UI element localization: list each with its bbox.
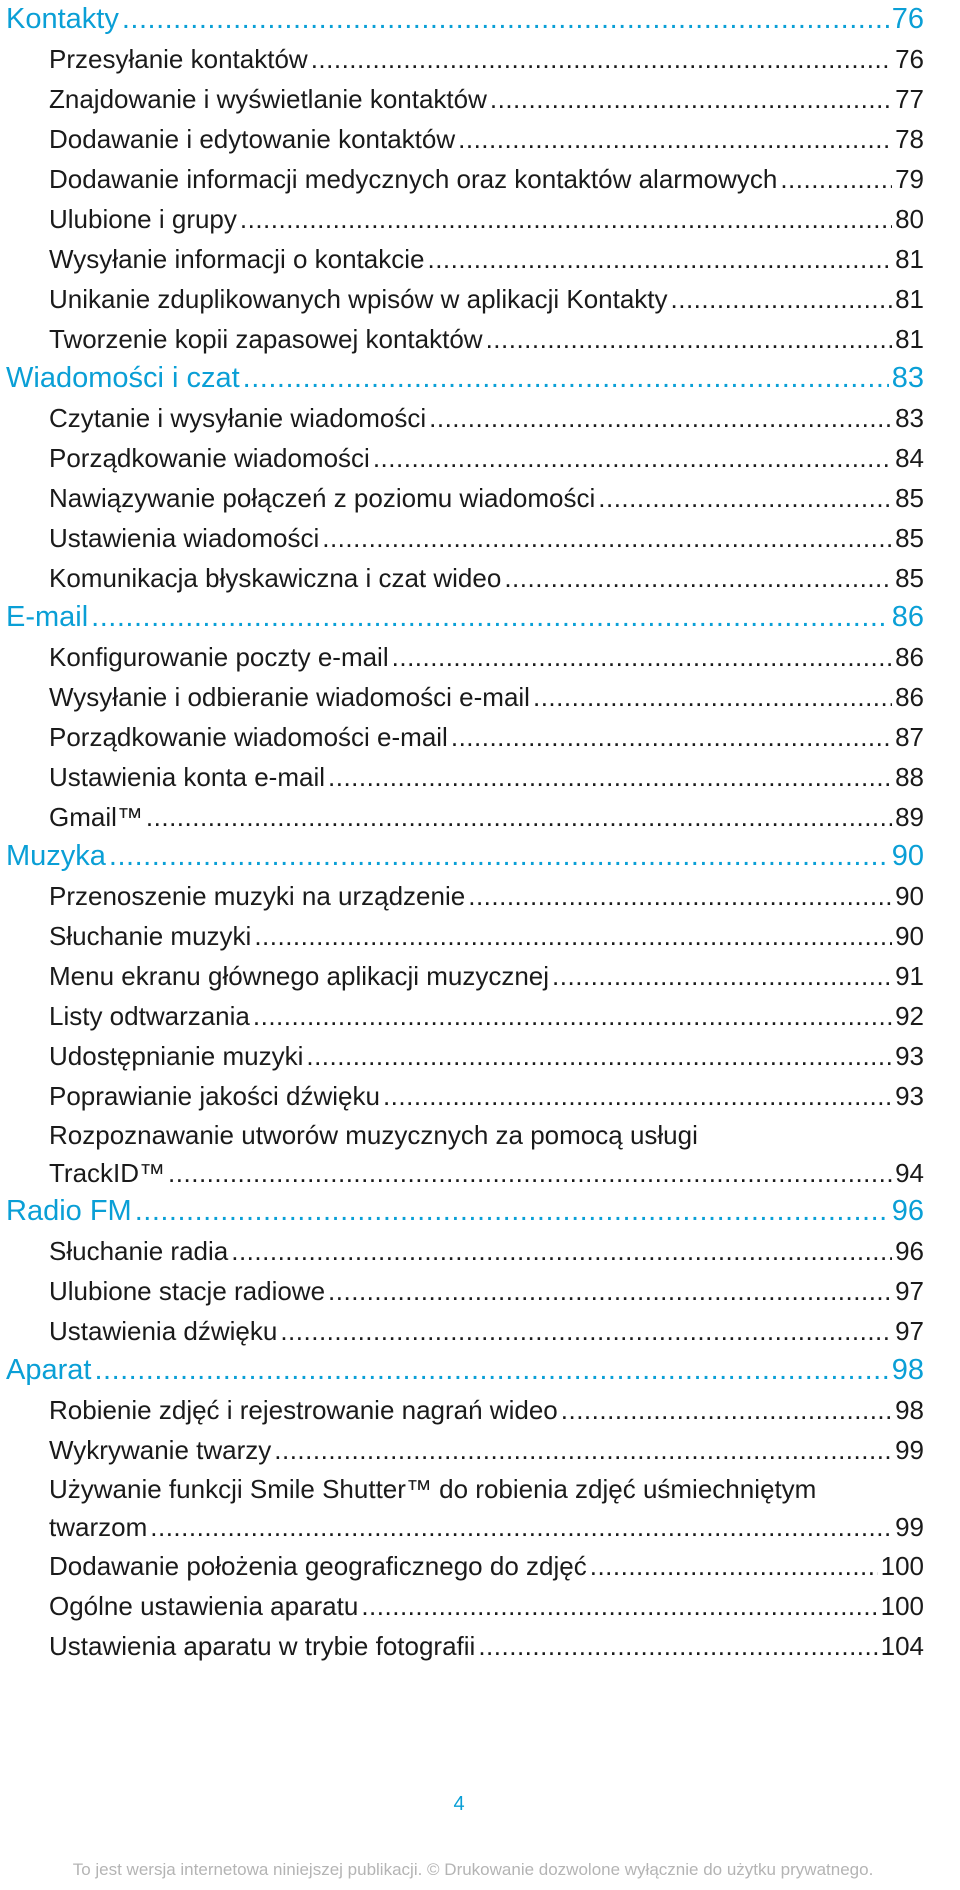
toc-entry[interactable] [0, 319, 924, 359]
toc-entry-title: Znajdowanie i wyświetlanie kontaktów [49, 84, 487, 114]
toc-entry-page: 94 [895, 1158, 924, 1188]
toc-entry[interactable] [0, 1231, 924, 1271]
toc-entry-page: 104 [880, 1631, 924, 1661]
toc-entry[interactable] [0, 677, 924, 717]
toc-leader-dots [146, 797, 892, 837]
toc-entry-title: Dodawanie i edytowanie kontaktów [49, 124, 456, 154]
toc-section-page: 90 [891, 840, 924, 872]
toc-entry[interactable] [0, 757, 924, 797]
toc-leader-dots [135, 1192, 889, 1231]
toc-leader-dots [490, 79, 892, 119]
toc-entry-title: Czytanie i wysyłanie wiadomości [49, 403, 427, 433]
toc-entry-page: 83 [895, 403, 924, 433]
toc-leader-dots [504, 558, 892, 598]
toc-section-title: Kontakty [6, 3, 119, 35]
toc-entry-title: Menu ekranu głównego aplikacji muzycznej [49, 961, 550, 991]
toc-entry-title-cont: twarzom [49, 1512, 148, 1542]
toc-entry-title: Poprawianie jakości dźwięku [49, 1081, 380, 1111]
toc-section-page: 96 [891, 1195, 924, 1227]
toc-leader-dots [240, 199, 892, 239]
toc-leader-dots [780, 159, 892, 199]
toc-entry-title: Przenoszenie muzyki na urządzenie [49, 881, 466, 911]
toc-section-page: 86 [891, 601, 924, 633]
toc-entry[interactable] [0, 199, 924, 239]
toc-entry-title: Komunikacja błyskawiczna i czat wideo [49, 563, 502, 593]
toc-entry-title: Ustawienia dźwięku [49, 1316, 278, 1346]
toc-entry-page: 86 [895, 642, 924, 672]
page-number: 4 [453, 1793, 465, 1815]
toc-leader-dots [328, 1271, 892, 1311]
toc-entry[interactable] [0, 1036, 924, 1076]
toc-section-heading[interactable] [0, 1351, 924, 1390]
toc-entry-title: Ustawienia aparatu w trybie fotografii [49, 1631, 476, 1661]
toc-entry[interactable] [0, 797, 924, 837]
toc-entry-page: 99 [895, 1435, 924, 1465]
toc-entry-title: Ustawienia wiadomości [49, 523, 320, 553]
toc-entry-title: Porządkowanie wiadomości e-mail [49, 722, 448, 752]
toc-entry[interactable] [0, 1390, 924, 1430]
toc-leader-dots [561, 1390, 892, 1430]
toc-entry[interactable] [0, 956, 924, 996]
toc-entry[interactable] [0, 119, 924, 159]
toc-entry-page: 76 [895, 44, 924, 74]
toc-entry-page: 77 [895, 84, 924, 114]
toc-entry-page: 90 [895, 881, 924, 911]
toc-entry-page: 87 [895, 722, 924, 752]
toc-entry-page: 85 [895, 483, 924, 513]
toc-entry-title: Dodawanie położenia geograficznego do zdjęć [49, 1551, 587, 1581]
toc-entry[interactable] [0, 717, 924, 757]
toc-entry[interactable] [0, 1586, 924, 1626]
toc-entry-title: Używanie funkcji Smile Shutter™ do robienia zdjęć uśmiechniętym [49, 1474, 817, 1504]
toc-leader-dots [122, 0, 889, 39]
toc-entry-title: Porządkowanie wiadomości [49, 443, 370, 473]
toc-leader-dots [168, 1154, 892, 1192]
toc-leader-dots [109, 837, 889, 876]
toc-section-page: 98 [891, 1354, 924, 1386]
toc-entry-page: 99 [895, 1512, 924, 1542]
toc-leader-dots [150, 1508, 892, 1546]
toc-entry-page: 89 [895, 802, 924, 832]
toc-entry[interactable] [0, 1626, 924, 1666]
toc-entry[interactable] [0, 1430, 924, 1470]
toc-entry[interactable] [0, 1271, 924, 1311]
toc-entry-page: 85 [895, 523, 924, 553]
toc-section-page: 76 [891, 3, 924, 35]
toc-entry-title: Wysyłanie i odbieranie wiadomości e-mail [49, 682, 530, 712]
toc-entry-title: Przesyłanie kontaktów [49, 44, 308, 74]
toc-entry[interactable] [0, 518, 924, 558]
toc-entry-title: Ulubione stacje radiowe [49, 1276, 326, 1306]
toc-leader-dots [253, 996, 892, 1036]
toc-entry-page: 98 [895, 1395, 924, 1425]
toc-leader-dots [280, 1311, 892, 1351]
toc-entry[interactable] [0, 876, 924, 916]
toc-entry-page: 88 [895, 762, 924, 792]
toc-entry-title: Rozpoznawanie utworów muzycznych za pomocą usługi [49, 1120, 698, 1150]
toc-entry-page: 78 [895, 124, 924, 154]
toc-entry-title: Konfigurowanie poczty e-mail [49, 642, 389, 672]
toc-section-heading[interactable] [0, 359, 924, 398]
toc-entry-page: 84 [895, 443, 924, 473]
toc-entry[interactable] [0, 478, 924, 518]
toc-section-title: Radio FM [6, 1195, 132, 1227]
toc-entry-continuation [49, 1508, 924, 1546]
toc-leader-dots [306, 1036, 892, 1076]
toc-leader-dots [429, 398, 892, 438]
toc-entry-title: Ogólne ustawienia aparatu [49, 1591, 359, 1621]
toc-entry[interactable] [0, 239, 924, 279]
toc-leader-dots [590, 1546, 878, 1586]
toc-leader-dots [486, 319, 893, 359]
toc-leader-dots [533, 677, 892, 717]
toc-entry-title: Tworzenie kopii zapasowej kontaktów [49, 324, 483, 354]
toc-entry[interactable] [0, 79, 924, 119]
toc-entry[interactable] [0, 1470, 924, 1546]
toc-section-title: Aparat [6, 1354, 92, 1386]
toc-leader-dots [671, 279, 893, 319]
toc-leader-dots [478, 1626, 877, 1666]
toc-entry[interactable] [0, 279, 924, 319]
toc-leader-dots [598, 478, 892, 518]
toc-section-page: 83 [891, 362, 924, 394]
toc-section-heading[interactable] [0, 837, 924, 876]
toc-leader-dots [322, 518, 892, 558]
toc-entry-page: 100 [880, 1591, 924, 1621]
footer-note: To jest wersja internetowa niniejszej publikacji. © Drukowanie dozwolone wyłącznie do użytku prywatnego. [72, 1860, 874, 1879]
toc-leader-dots [458, 119, 892, 159]
toc-entry-page: 93 [895, 1081, 924, 1111]
toc-entry[interactable] [0, 398, 924, 438]
toc-leader-dots [311, 39, 892, 79]
toc-leader-dots [328, 757, 892, 797]
toc-entry[interactable] [0, 438, 924, 478]
toc-section-title: Wiadomości i czat [6, 362, 240, 394]
toc-section-heading[interactable] [0, 598, 924, 637]
toc-leader-dots [451, 717, 892, 757]
toc-entry-page: 81 [895, 244, 924, 274]
toc-section-heading[interactable] [0, 1192, 924, 1231]
toc-entry-title: Udostępnianie muzyki [49, 1041, 304, 1071]
toc-leader-dots [392, 637, 892, 677]
toc-entry-title: Unikanie zduplikowanych wpisów w aplikacji Kontakty [49, 284, 668, 314]
toc-entry-title-cont: TrackID™ [49, 1158, 166, 1188]
toc-entry[interactable] [0, 159, 924, 199]
toc-leader-dots [231, 1231, 892, 1271]
toc-entry-title: Ustawienia konta e-mail [49, 762, 326, 792]
toc-entry-title: Dodawanie informacji medycznych oraz kontaktów alarmowych [49, 164, 778, 194]
toc-entry[interactable] [0, 39, 924, 79]
toc-entry-title: Wykrywanie twarzy [49, 1435, 272, 1465]
toc-entry-title: Nawiązywanie połączeń z poziomu wiadomości [49, 483, 596, 513]
toc-entry-page: 90 [895, 921, 924, 951]
toc-entry-page: 97 [895, 1316, 924, 1346]
toc-entry-page: 80 [895, 204, 924, 234]
toc-leader-dots [383, 1076, 892, 1116]
toc-leader-dots [427, 239, 892, 279]
toc-entry-page: 96 [895, 1236, 924, 1266]
toc-entry-title: Słuchanie radia [49, 1236, 229, 1266]
toc-entry-title: Robienie zdjęć i rejestrowanie nagrań wideo [49, 1395, 558, 1425]
toc-entry[interactable] [0, 558, 924, 598]
toc-leader-dots [91, 598, 889, 637]
toc-leader-dots [94, 1351, 888, 1390]
toc-entry-title: Ulubione i grupy [49, 204, 237, 234]
toc-entry-page: 93 [895, 1041, 924, 1071]
toc-entry-page: 81 [895, 284, 924, 314]
toc-leader-dots [373, 438, 892, 478]
toc-entry-title: Listy odtwarzania [49, 1001, 250, 1031]
toc-leader-dots [243, 359, 889, 398]
toc-entry-title: Słuchanie muzyki [49, 921, 252, 951]
toc-entry-title: Wysyłanie informacji o kontakcie [49, 244, 425, 274]
toc-entry-page: 79 [895, 164, 924, 194]
toc-section-title: E-mail [6, 601, 89, 633]
toc-entry[interactable] [0, 1546, 924, 1586]
toc-entry[interactable] [0, 1076, 924, 1116]
toc-leader-dots [254, 916, 892, 956]
toc-entry-page: 97 [895, 1276, 924, 1306]
toc-entry-page: 86 [895, 682, 924, 712]
toc-section-heading[interactable] [0, 0, 924, 39]
toc-entry[interactable] [0, 916, 924, 956]
toc-leader-dots [468, 876, 892, 916]
toc-entry-page: 91 [895, 961, 924, 991]
toc-entry-title: Gmail™ [49, 802, 143, 832]
toc-leader-dots [552, 956, 892, 996]
toc-entry-page: 92 [895, 1001, 924, 1031]
toc-entry-continuation [49, 1154, 924, 1192]
toc-entry-page: 100 [880, 1551, 924, 1581]
toc-section-title: Muzyka [6, 840, 106, 872]
toc-entry[interactable] [0, 996, 924, 1036]
toc-leader-dots [361, 1586, 877, 1626]
toc-entry[interactable] [0, 1311, 924, 1351]
toc-entry-page: 85 [895, 563, 924, 593]
toc-entry[interactable] [0, 637, 924, 677]
toc-entry-page: 81 [895, 324, 924, 354]
toc-entry[interactable] [0, 1116, 924, 1192]
toc-leader-dots [274, 1430, 892, 1470]
